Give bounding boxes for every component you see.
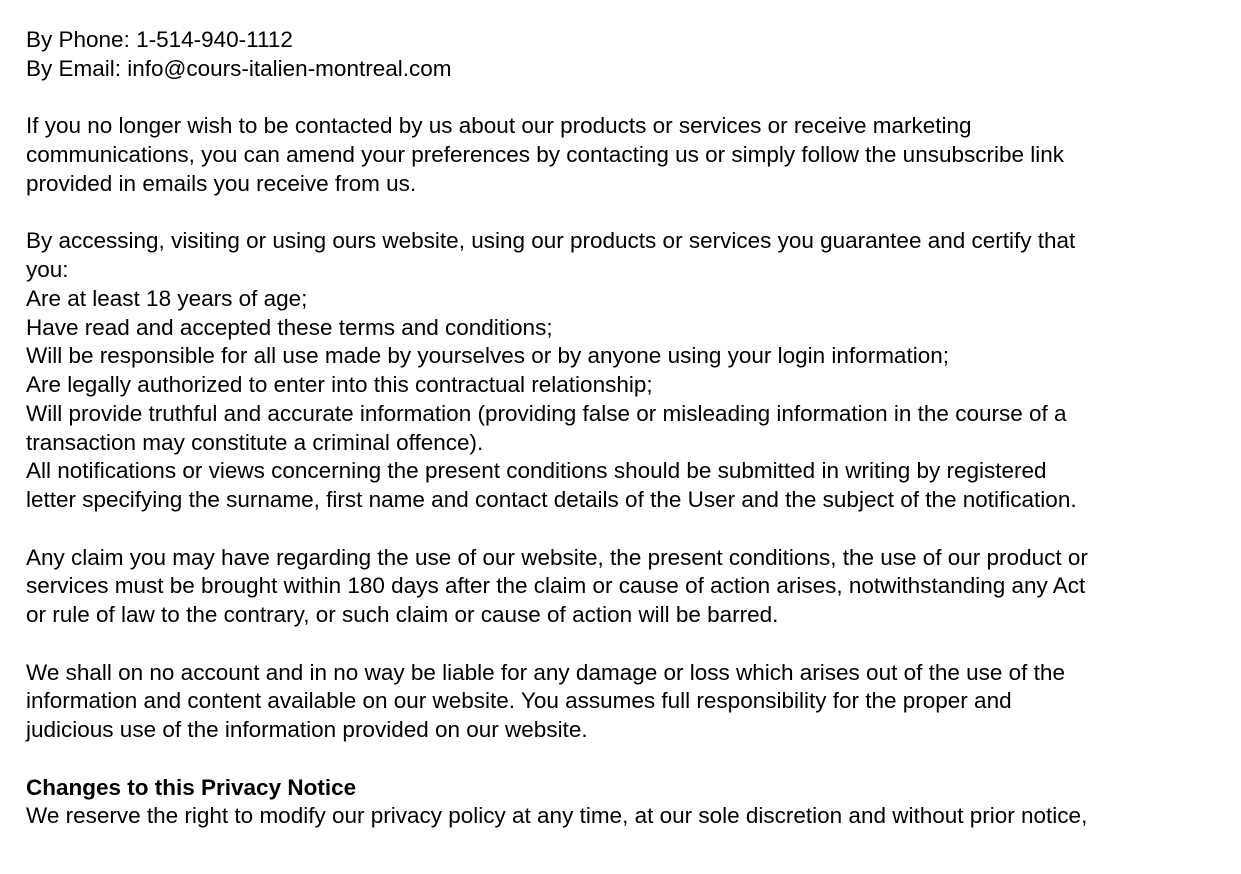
document-page — [26, 26, 1226, 831]
text-line: Will provide truthful and accurate information (providing false or misleading information in the course of a — [26, 400, 1067, 426]
guarantee-paragraph — [26, 227, 1226, 515]
paragraph-gap — [26, 745, 1226, 774]
text-line: Are at least 18 years of age; — [26, 285, 308, 311]
text-line: provided in emails you receive from us. — [26, 170, 417, 196]
text-line: We reserve the right to modify our privacy policy at any time, at our sole discretion and without prior notice, — [26, 803, 1088, 829]
paragraph-gap — [26, 630, 1226, 659]
contact-phone: By Phone: 1-514-940-1112 — [26, 27, 293, 52]
text-line: Any claim you may have regarding the use of our website, the present conditions, the use of our product or — [26, 544, 1088, 570]
text-line: Have read and accepted these terms and conditions; — [26, 314, 553, 340]
section-heading: Changes to this Privacy Notice — [26, 774, 357, 800]
changes-section — [26, 774, 1226, 832]
text-line: you: — [26, 257, 69, 282]
text-line: communications, you can amend your preferences by contacting us or simply follow the unsubscribe link — [26, 142, 1065, 167]
liability-paragraph — [26, 659, 1226, 745]
claims-paragraph — [26, 544, 1226, 630]
text-line: Are legally authorized to enter into this contractual relationship; — [26, 372, 653, 397]
text-line: information and content available on our website. You assumes full responsibility for the proper and — [26, 688, 1012, 714]
text-line: All notifications or views concerning the present conditions should be submitted in writing by registered — [26, 458, 1047, 484]
paragraph-gap — [26, 199, 1226, 228]
text-line: We shall on no account and in no way be liable for any damage or loss which arises out of the use of the — [26, 659, 1065, 685]
contact-section — [26, 26, 1226, 84]
text-line: If you no longer wish to be contacted by us about our products or services or receive marketing — [26, 113, 972, 139]
text-line: judicious use of the information provided on our website. — [26, 717, 588, 742]
unsubscribe-paragraph — [26, 112, 1226, 198]
text-line: services must be brought within 180 days after the claim or cause of action arises, notwithstanding any Act — [26, 573, 1086, 599]
text-line: or rule of law to the contrary, or such claim or cause of action will be barred. — [26, 602, 779, 627]
paragraph-gap — [26, 84, 1226, 113]
text-line: Will be responsible for all use made by yourselves or by anyone using your login information; — [26, 343, 949, 369]
text-line: By accessing, visiting or using ours website, using our products or services you guarantee and certify that — [26, 228, 1076, 254]
contact-email: By Email: info@cours-italien-montreal.com — [26, 55, 452, 81]
text-line: letter specifying the surname, first name and contact details of the User and the subject of the notification. — [26, 487, 1077, 512]
paragraph-gap — [26, 515, 1226, 544]
text-line: transaction may constitute a criminal offence). — [26, 429, 484, 455]
